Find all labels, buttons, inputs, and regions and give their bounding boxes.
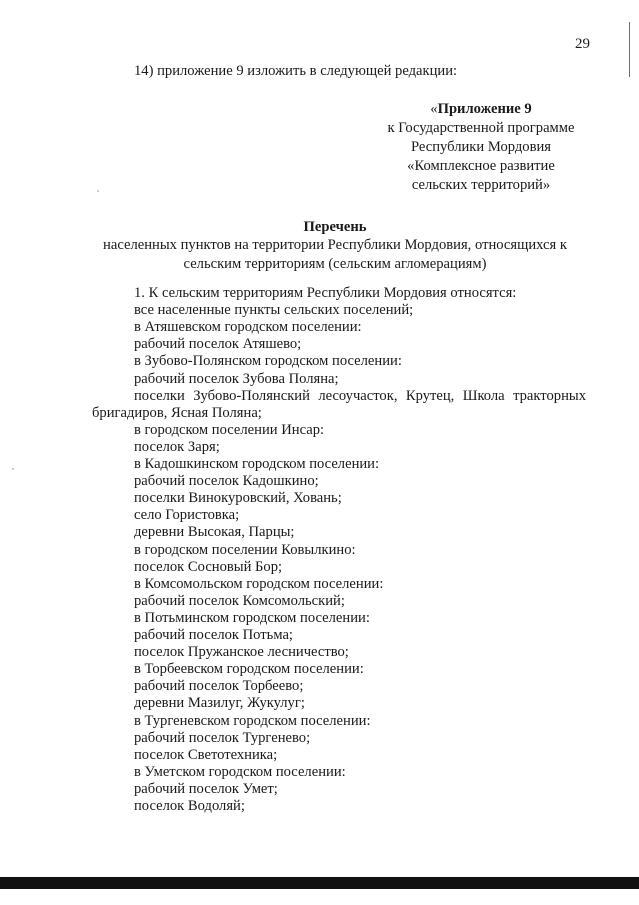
list-subtitle: [85, 236, 585, 274]
list-line: поселок Сосновый Бор;: [134, 558, 283, 575]
list-line: в Комсомольском городском поселении:: [134, 575, 384, 592]
list-line: в Зубово-Полянском городском поселении:: [134, 353, 402, 370]
scan-speck: [12, 468, 14, 470]
scan-edge-line: [629, 22, 630, 77]
list-line: в Атяшевском городском поселении:: [134, 319, 362, 336]
list-line: рабочий поселок Торбеево;: [134, 678, 304, 695]
list-line: в городском поселении Инсар:: [134, 421, 325, 438]
list-line: в Уметском городском поселении:: [134, 763, 346, 780]
list-line: поселки Зубово-Полянский лесоучасток, Крутец, Школа тракторных: [134, 387, 586, 404]
list-line: рабочий поселок Зубова Поляна;: [134, 370, 339, 387]
list-line: 1. К сельским территориям Республики Мордовия относятся:: [134, 285, 517, 301]
list-line: село Гористовка;: [134, 507, 240, 524]
appendix-header: [365, 100, 597, 195]
list-line: рабочий поселок Комсомольский;: [134, 592, 345, 609]
list-line: в Тургеневском городском поселении:: [134, 712, 371, 729]
list-line: рабочий поселок Умет;: [134, 780, 278, 797]
list-line: деревни Мазилуг, Жукулуг;: [134, 695, 305, 712]
list-line: рабочий поселок Атяшево;: [134, 336, 302, 353]
list-subtitle-line-1: населенных пунктов на территории Республики Мордовия, относящихся к: [103, 237, 567, 253]
scan-bottom-bar: [0, 877, 639, 889]
list-line: в городском поселении Ковылкино:: [134, 541, 356, 558]
appendix-title: «Приложение 9: [430, 101, 532, 117]
list-title: Перечень: [303, 219, 367, 235]
list-line: бригадиров, Ясная Поляна;: [92, 404, 262, 421]
list-line: в Кадошкинском городском поселении:: [134, 456, 380, 472]
intro-paragraph: 14) приложение 9 изложить в следующей редакции:: [134, 63, 458, 79]
list-subtitle-line-2: сельским территориям (сельским агломерациям): [183, 256, 487, 272]
page-number: 29: [575, 36, 590, 52]
appendix-line-4: сельских территорий»: [411, 177, 551, 193]
list-line: поселок Заря;: [134, 438, 220, 455]
appendix-line-2: Республики Мордовия: [410, 139, 551, 155]
list-line: поселок Водоляй;: [134, 798, 245, 814]
list-line: поселки Винокуровский, Ховань;: [134, 490, 342, 507]
list-line: рабочий поселок Тургенево;: [134, 729, 311, 746]
list-line: в Торбеевском городском поселении:: [134, 661, 364, 678]
list-line: рабочий поселок Потьма;: [134, 627, 293, 643]
appendix-line-1: к Государственной программе: [387, 120, 575, 136]
list-line: все населенные пункты сельских поселений;: [134, 302, 414, 319]
list-line: поселок Светотехника;: [134, 746, 278, 763]
list-line: деревни Высокая, Парцы;: [134, 524, 295, 541]
list-line: рабочий поселок Кадошкино;: [134, 473, 319, 490]
scan-speck: [97, 190, 99, 192]
list-line: поселок Пружанское лесничество;: [134, 644, 349, 661]
list-line: в Потьминском городском поселении:: [134, 609, 370, 626]
appendix-line-3: «Комплексное развитие: [407, 158, 555, 174]
